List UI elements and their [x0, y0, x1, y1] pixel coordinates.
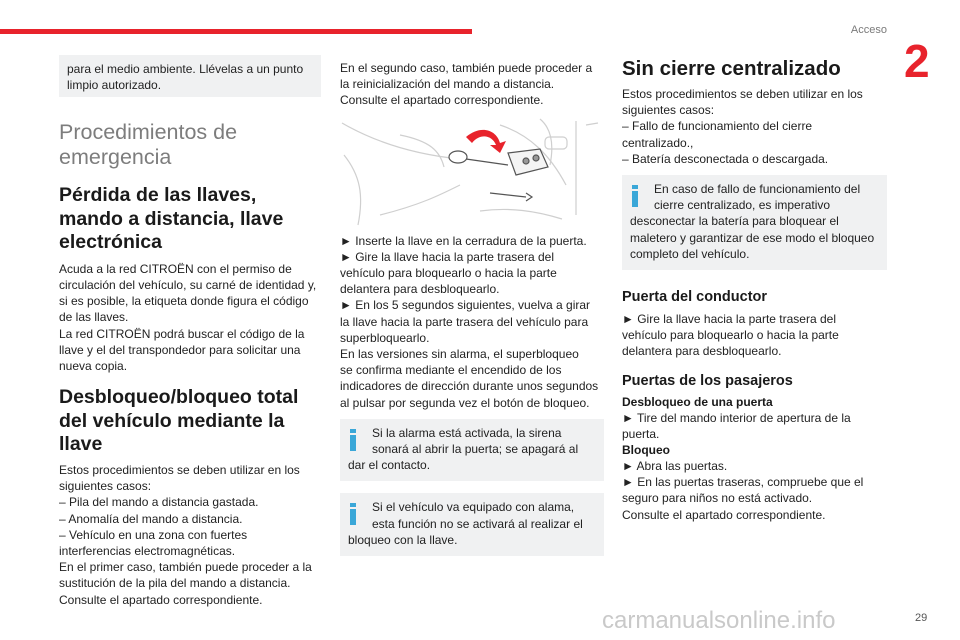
lost-keys-body	[59, 261, 321, 374]
text-line: al pulsar por segunda vez el botón de bloqueo.	[340, 395, 590, 410]
emergency-heading	[59, 120, 321, 170]
driver-door-heading: Puerta del conductor	[622, 289, 768, 306]
watermark: carmanualsonline.info	[602, 607, 836, 634]
text-line: En caso de fallo de funcionamiento del	[654, 182, 861, 197]
text-line: la llave hacia la parte trasera del vehículo para	[340, 314, 589, 329]
page-number: 29	[915, 612, 928, 624]
battery-note-box	[622, 175, 887, 270]
text-line: interferencias electromagnéticas.	[59, 544, 236, 558]
text-line: sustitución de la pila del mando a distancia.	[59, 576, 291, 591]
lock-heading: Bloqueo	[622, 443, 670, 458]
text-line: En el segundo caso, también puede proceder a	[340, 61, 593, 75]
text-line: ► Abra las puertas.	[622, 459, 728, 474]
text-line: si es posible, la etiqueta donde figura el código	[59, 294, 309, 309]
heading-line: llave	[59, 433, 103, 456]
heading-line: mando a distancia, llave	[59, 207, 284, 230]
note-text	[630, 181, 879, 262]
text-line: superbloquearlo.	[340, 330, 430, 345]
text-line: se confirma mediante el encendido de los	[340, 363, 562, 378]
heading-line: electrónica	[59, 231, 162, 254]
text-line: Si el vehículo va equipado con alama,	[372, 500, 575, 515]
info-icon	[350, 503, 356, 525]
text-line: limpio autorizado.	[67, 78, 162, 93]
text-line: desconectar la batería para bloquear el	[630, 214, 839, 229]
text-line: delantera para desbloquearlo.	[340, 282, 500, 297]
text-line: la reinicialización del mando a distancia.	[340, 77, 555, 92]
text-line: circulación del vehículo, su carné de identidad y,	[59, 277, 317, 292]
unlock-body	[59, 462, 321, 608]
text-line: ► Inserte la llave en la cerradura de la puerta.	[340, 233, 587, 248]
alarm-note-box	[340, 419, 604, 482]
no-central-lock-heading: Sin cierre centralizado	[622, 57, 841, 80]
unlock-one-door-heading: Desbloqueo de una puerta	[622, 394, 773, 409]
text-line: ► Gire la llave hacia la parte trasera del	[622, 312, 836, 327]
text-line: ► En los 5 segundos siguientes, vuelva a girar	[340, 298, 591, 313]
reinit-intro	[340, 60, 604, 109]
text-line: de las llaves.	[59, 310, 129, 325]
text-line: En las versiones sin alarma, el superbloqueo	[340, 347, 579, 362]
text-line: para el medio ambiente. Llévelas a un punto	[67, 62, 304, 76]
text-line: ► En las puertas traseras, compruebe que el	[622, 475, 864, 490]
text-line: centralizado.,	[622, 135, 694, 150]
chapter-number: 2	[904, 35, 930, 87]
text-line: esta función no se activará al realizar el	[372, 516, 583, 531]
unlock-one-door-body	[622, 410, 887, 442]
key-in-door-lock-illustration	[340, 115, 602, 227]
column-right	[622, 56, 887, 523]
info-icon	[632, 185, 638, 207]
note-text	[348, 499, 596, 548]
text-line: indicadores de dirección durante unos segundos	[340, 379, 599, 394]
text-line: Si la alarma está activada, la sirena	[372, 425, 562, 440]
heading-line: Procedimientos de	[59, 120, 238, 144]
text-line: bloqueo con la llave.	[348, 532, 458, 547]
lock-steps	[340, 233, 604, 411]
heading-line: Pérdida de las llaves,	[59, 184, 257, 206]
text-line: – Anomalía del mando a distancia.	[59, 511, 243, 526]
text-line: siguientes casos:	[59, 479, 152, 494]
text-line: Consulte el apartado correspondiente.	[340, 93, 544, 108]
text-line: vehículo para bloquearlo o hacia la parte	[622, 328, 839, 343]
text-line: En el primer caso, también puede proceder a la	[59, 560, 312, 575]
text-line: ► Tire del mando interior de apertura de la	[622, 410, 851, 425]
text-line: La red CITROËN podrá buscar el código de la	[59, 326, 305, 341]
lock-body	[622, 458, 887, 523]
text-line: sonará al abrir la puerta; se apagará al	[372, 442, 579, 457]
column-left	[59, 55, 321, 608]
text-line: – Pila del mando a distancia gastada.	[59, 495, 259, 510]
alarm-note-box-2	[340, 493, 604, 556]
no-central-lock-body	[622, 86, 887, 167]
text-line: seguro para niños no está activado.	[622, 491, 813, 506]
section-title: Acceso	[850, 24, 887, 36]
note-text	[348, 425, 596, 474]
passenger-doors-heading: Puertas de los pasajeros	[622, 372, 793, 389]
chapter-color-bar	[0, 29, 472, 34]
text-line: Estos procedimientos se deben utilizar en los	[59, 462, 300, 477]
text-line: puerta.	[622, 426, 660, 441]
column-middle	[340, 60, 604, 556]
heading-line: Desbloqueo/bloqueo total	[59, 386, 299, 409]
text-line: dar el contacto.	[348, 458, 431, 473]
text-line: nueva copia.	[59, 359, 128, 373]
text-line: completo del vehículo.	[630, 246, 750, 261]
text-line: – Fallo de funcionamiento del cierre	[622, 119, 813, 134]
text-line: Consulte el apartado correspondiente.	[622, 507, 826, 522]
text-line: siguientes casos:	[622, 103, 715, 118]
lost-keys-heading	[59, 184, 321, 255]
note-text	[67, 61, 313, 93]
text-line: – Vehículo en una zona con fuertes	[59, 527, 248, 542]
text-line: – Batería desconectada o descargada.	[622, 151, 829, 166]
heading-line: del vehículo mediante la	[59, 409, 285, 432]
info-icon	[350, 429, 356, 451]
text-line: vehículo para bloquearlo o hacia la parte	[340, 266, 557, 281]
heading-line: emergencia	[59, 145, 172, 169]
text-line: ► Gire la llave hacia la parte trasera del	[340, 249, 554, 264]
text-line: delantera para desbloquearlo.	[622, 344, 782, 359]
driver-door-body	[622, 311, 887, 360]
unlock-heading	[59, 386, 321, 457]
text-line: Consulte el apartado correspondiente.	[59, 592, 263, 607]
text-line: cierre centralizado, es imperativo	[654, 198, 831, 213]
text-line: llave y el del transpondedor para solicitar una	[59, 342, 301, 357]
text-line: Estos procedimientos se deben utilizar en los	[622, 87, 863, 101]
note-box-top	[59, 55, 321, 97]
text-line: Acuda a la red CITROËN con el permiso de	[59, 261, 292, 276]
text-line: maletero y garantizar de ese modo el bloqueo	[630, 230, 875, 245]
